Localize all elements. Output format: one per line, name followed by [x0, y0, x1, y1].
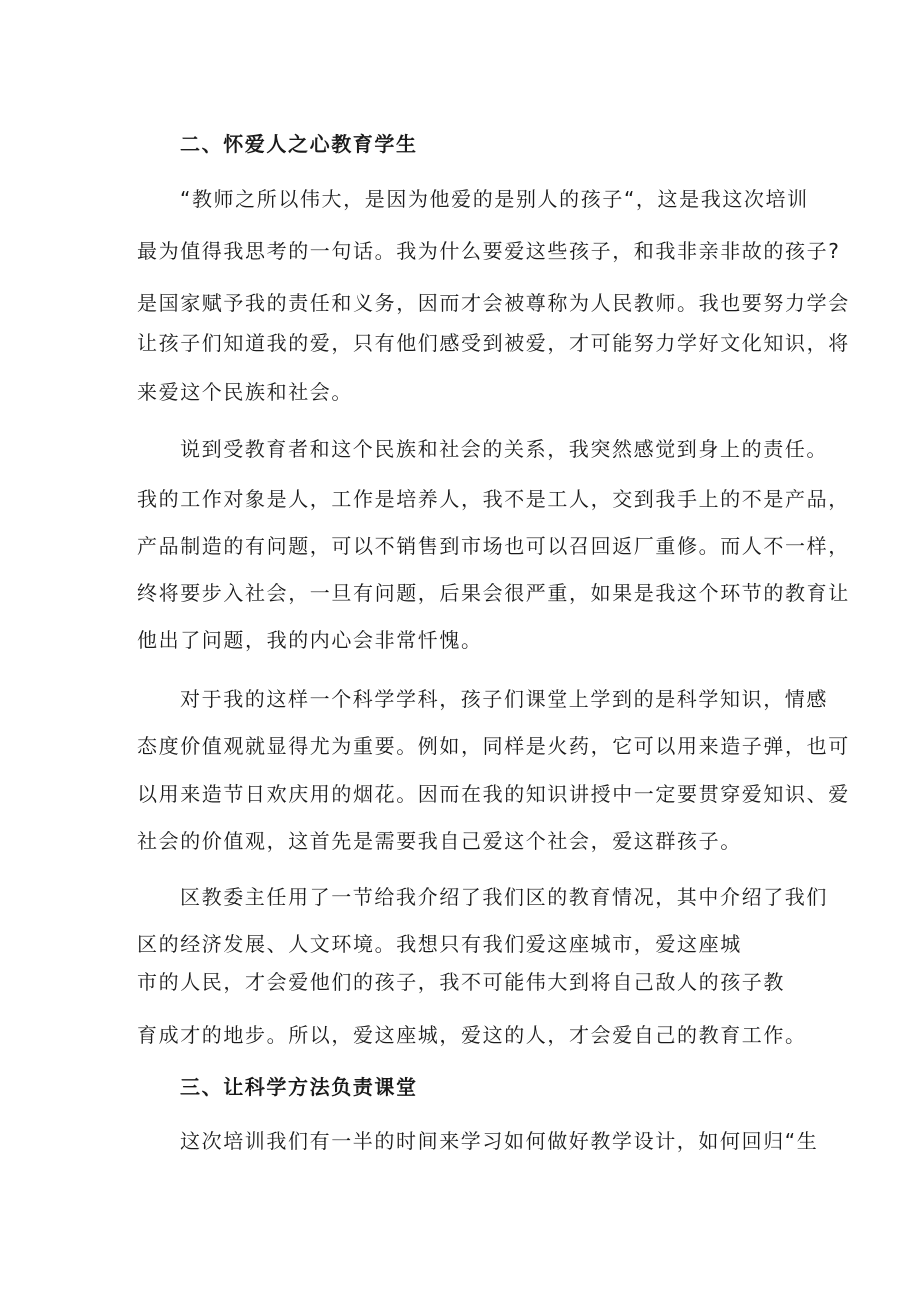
paragraph-line: 对于我的这样一个科学学科，孩子们课堂上学到的是科学知识，情感: [180, 687, 828, 711]
paragraph-line: 市的人民，才会爱他们的孩子，我不可能伟大到将自己敌人的孩子教: [137, 970, 785, 994]
section-heading-2: 二、怀爱人之心教育学生: [180, 132, 418, 156]
paragraph-line: 社会的价值观，这首先是需要我自己爱这个社会，爱这群孩子。: [137, 829, 742, 853]
paragraph-line: 产品制造的有问题，可以不销售到市场也可以召回返厂重修。而人不一样，: [137, 534, 850, 558]
paragraph-line: “教师之所以伟大，是因为他爱的是别人的孩子“，这是我这次培训: [180, 187, 809, 211]
paragraph-line: 来爱这个民族和社会。: [137, 380, 353, 404]
paragraph-line: 他出了问题，我的内心会非常忏愧。: [137, 628, 483, 652]
paragraph-line: 区教委主任用了一节给我介绍了我们区的教育情况，其中介绍了我们: [180, 885, 828, 909]
paragraph-line: 是国家赋予我的责任和义务，因而才会被尊称为人民教师。我也要努力学会: [137, 291, 850, 315]
paragraph-line: 以用来造节日欢庆用的烟花。因而在我的知识讲授中一定要贯穿爱知识、爱: [137, 782, 850, 806]
paragraph-line: 让孩子们知道我的爱，只有他们感受到被爱，才可能努力学好文化知识，将: [137, 331, 850, 355]
section-heading-3: 三、让科学方法负责课堂: [180, 1075, 418, 1099]
paragraph-line: 终将要步入社会，一旦有问题，后果会很严重，如果是我这个环节的教育让: [137, 581, 850, 605]
paragraph-line: 育成才的地步。所以，爱这座城，爱这的人，才会爱自己的教育工作。: [137, 1023, 807, 1047]
paragraph-line: 最为值得我思考的一句话。我为什么要爱这些孩子，和我非亲非故的孩子?: [137, 239, 841, 263]
paragraph-line: 区的经济发展、人文环境。我想只有我们爱这座城市，爱这座城: [137, 932, 742, 956]
paragraph-line: 我的工作对象是人，工作是培养人，我不是工人，交到我手上的不是产品，: [137, 487, 850, 511]
paragraph-line: 说到受教育者和这个民族和社会的关系，我突然感觉到身上的责任。: [180, 437, 828, 461]
paragraph-line: 态度价值观就显得尤为重要。例如，同样是火药，它可以用来造子弹，也可: [137, 734, 850, 758]
paragraph-line: 这次培训我们有一半的时间来学习如何做好教学设计，如何回归“生: [180, 1129, 819, 1153]
